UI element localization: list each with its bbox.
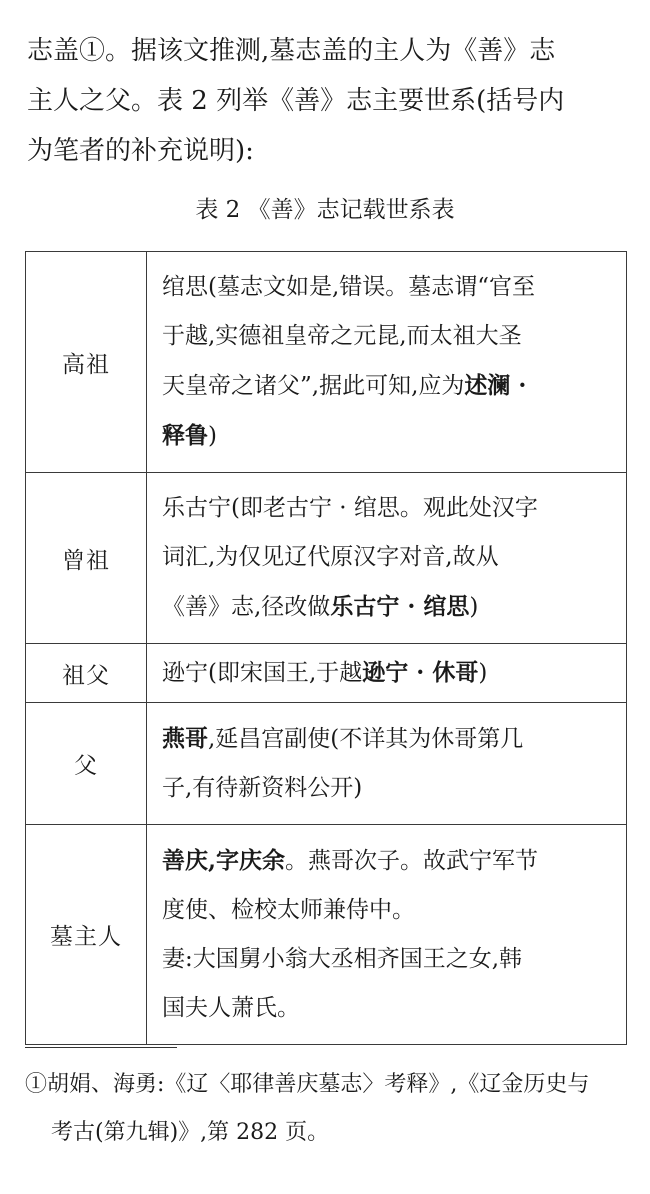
desc-emphasis: 逊宁 · 休哥 — [362, 659, 479, 686]
intro-line-2: 主人之父。表 2 列举《善》志主要世系(括号内 — [27, 86, 565, 116]
description-cell — [147, 825, 627, 1045]
role-cell: 曾祖 — [26, 473, 147, 644]
footnote-line-1: ①胡娟、海勇:《辽〈耶律善庆墓志〉考释》,《辽金历史与 — [25, 1072, 590, 1097]
lineage-table — [25, 251, 627, 1045]
desc-emphasis: 燕哥 — [162, 725, 208, 752]
desc-line: 子,有待新资料公开) — [162, 775, 363, 801]
table-caption: 表 2 《善》志记载世系表 — [195, 197, 455, 223]
table-row — [26, 473, 627, 644]
desc-text: ) — [469, 594, 479, 620]
description-cell — [147, 644, 627, 703]
desc-line: 乐古宁(即老古宁 · 绾思。观此处汉字 — [162, 495, 538, 521]
desc-emphasis: 释鲁 — [162, 422, 208, 449]
desc-line — [162, 648, 618, 698]
desc-emphasis: 述澜 · — [464, 372, 527, 399]
desc-text: ,延昌宫副使(不详其为休哥第几 — [208, 726, 524, 752]
intro-paragraph — [27, 26, 627, 176]
desc-emphasis: 乐古宁 · 绾思 — [330, 593, 470, 620]
footnote-divider — [25, 1047, 177, 1048]
table-row — [26, 825, 627, 1045]
role-cell: 墓主人 — [26, 825, 147, 1045]
table-row — [26, 252, 627, 473]
desc-line: 度使、检校太师兼侍中。 — [162, 897, 415, 923]
description-cell — [147, 252, 627, 473]
footnote — [25, 1061, 635, 1157]
desc-line — [162, 836, 618, 886]
description-cell — [147, 473, 627, 644]
footnote-line-2: 考古(第九辑)》,第 282 页。 — [51, 1120, 330, 1145]
role-cell: 父 — [26, 703, 147, 825]
table-row — [26, 644, 627, 703]
desc-line: 于越,实德祖皇帝之元昆,而太祖大圣 — [162, 323, 522, 349]
desc-line — [162, 361, 618, 411]
desc-line — [162, 411, 618, 461]
desc-text: 。燕哥次子。故武宁军节 — [285, 848, 539, 874]
desc-line — [162, 582, 618, 632]
desc-text: 逊宁(即宋国王,于越 — [162, 660, 363, 686]
desc-line: 词汇,为仅见辽代原汉字对音,故从 — [162, 544, 499, 570]
desc-text: ) — [478, 660, 488, 686]
intro-line-3: 为笔者的补充说明): — [27, 136, 254, 166]
desc-line: 妻:大国舅小翁大丞相齐国王之女,韩 — [162, 946, 523, 972]
desc-line: 国夫人萧氏。 — [162, 995, 300, 1021]
desc-line: 绾思(墓志文如是,错误。墓志谓“官至 — [162, 274, 536, 300]
role-cell: 高祖 — [26, 252, 147, 473]
description-cell — [147, 703, 627, 825]
desc-line — [162, 714, 618, 764]
desc-emphasis: 善庆,字庆余 — [162, 847, 286, 874]
desc-text: 天皇帝之诸父”,据此可知,应为 — [162, 373, 465, 399]
intro-line-1: 志盖①。据该文推测,墓志盖的主人为《善》志 — [27, 36, 556, 66]
table-row — [26, 703, 627, 825]
desc-text: ) — [208, 423, 217, 449]
role-cell: 祖父 — [26, 644, 147, 703]
desc-text: 《善》志,径改做 — [162, 594, 331, 620]
